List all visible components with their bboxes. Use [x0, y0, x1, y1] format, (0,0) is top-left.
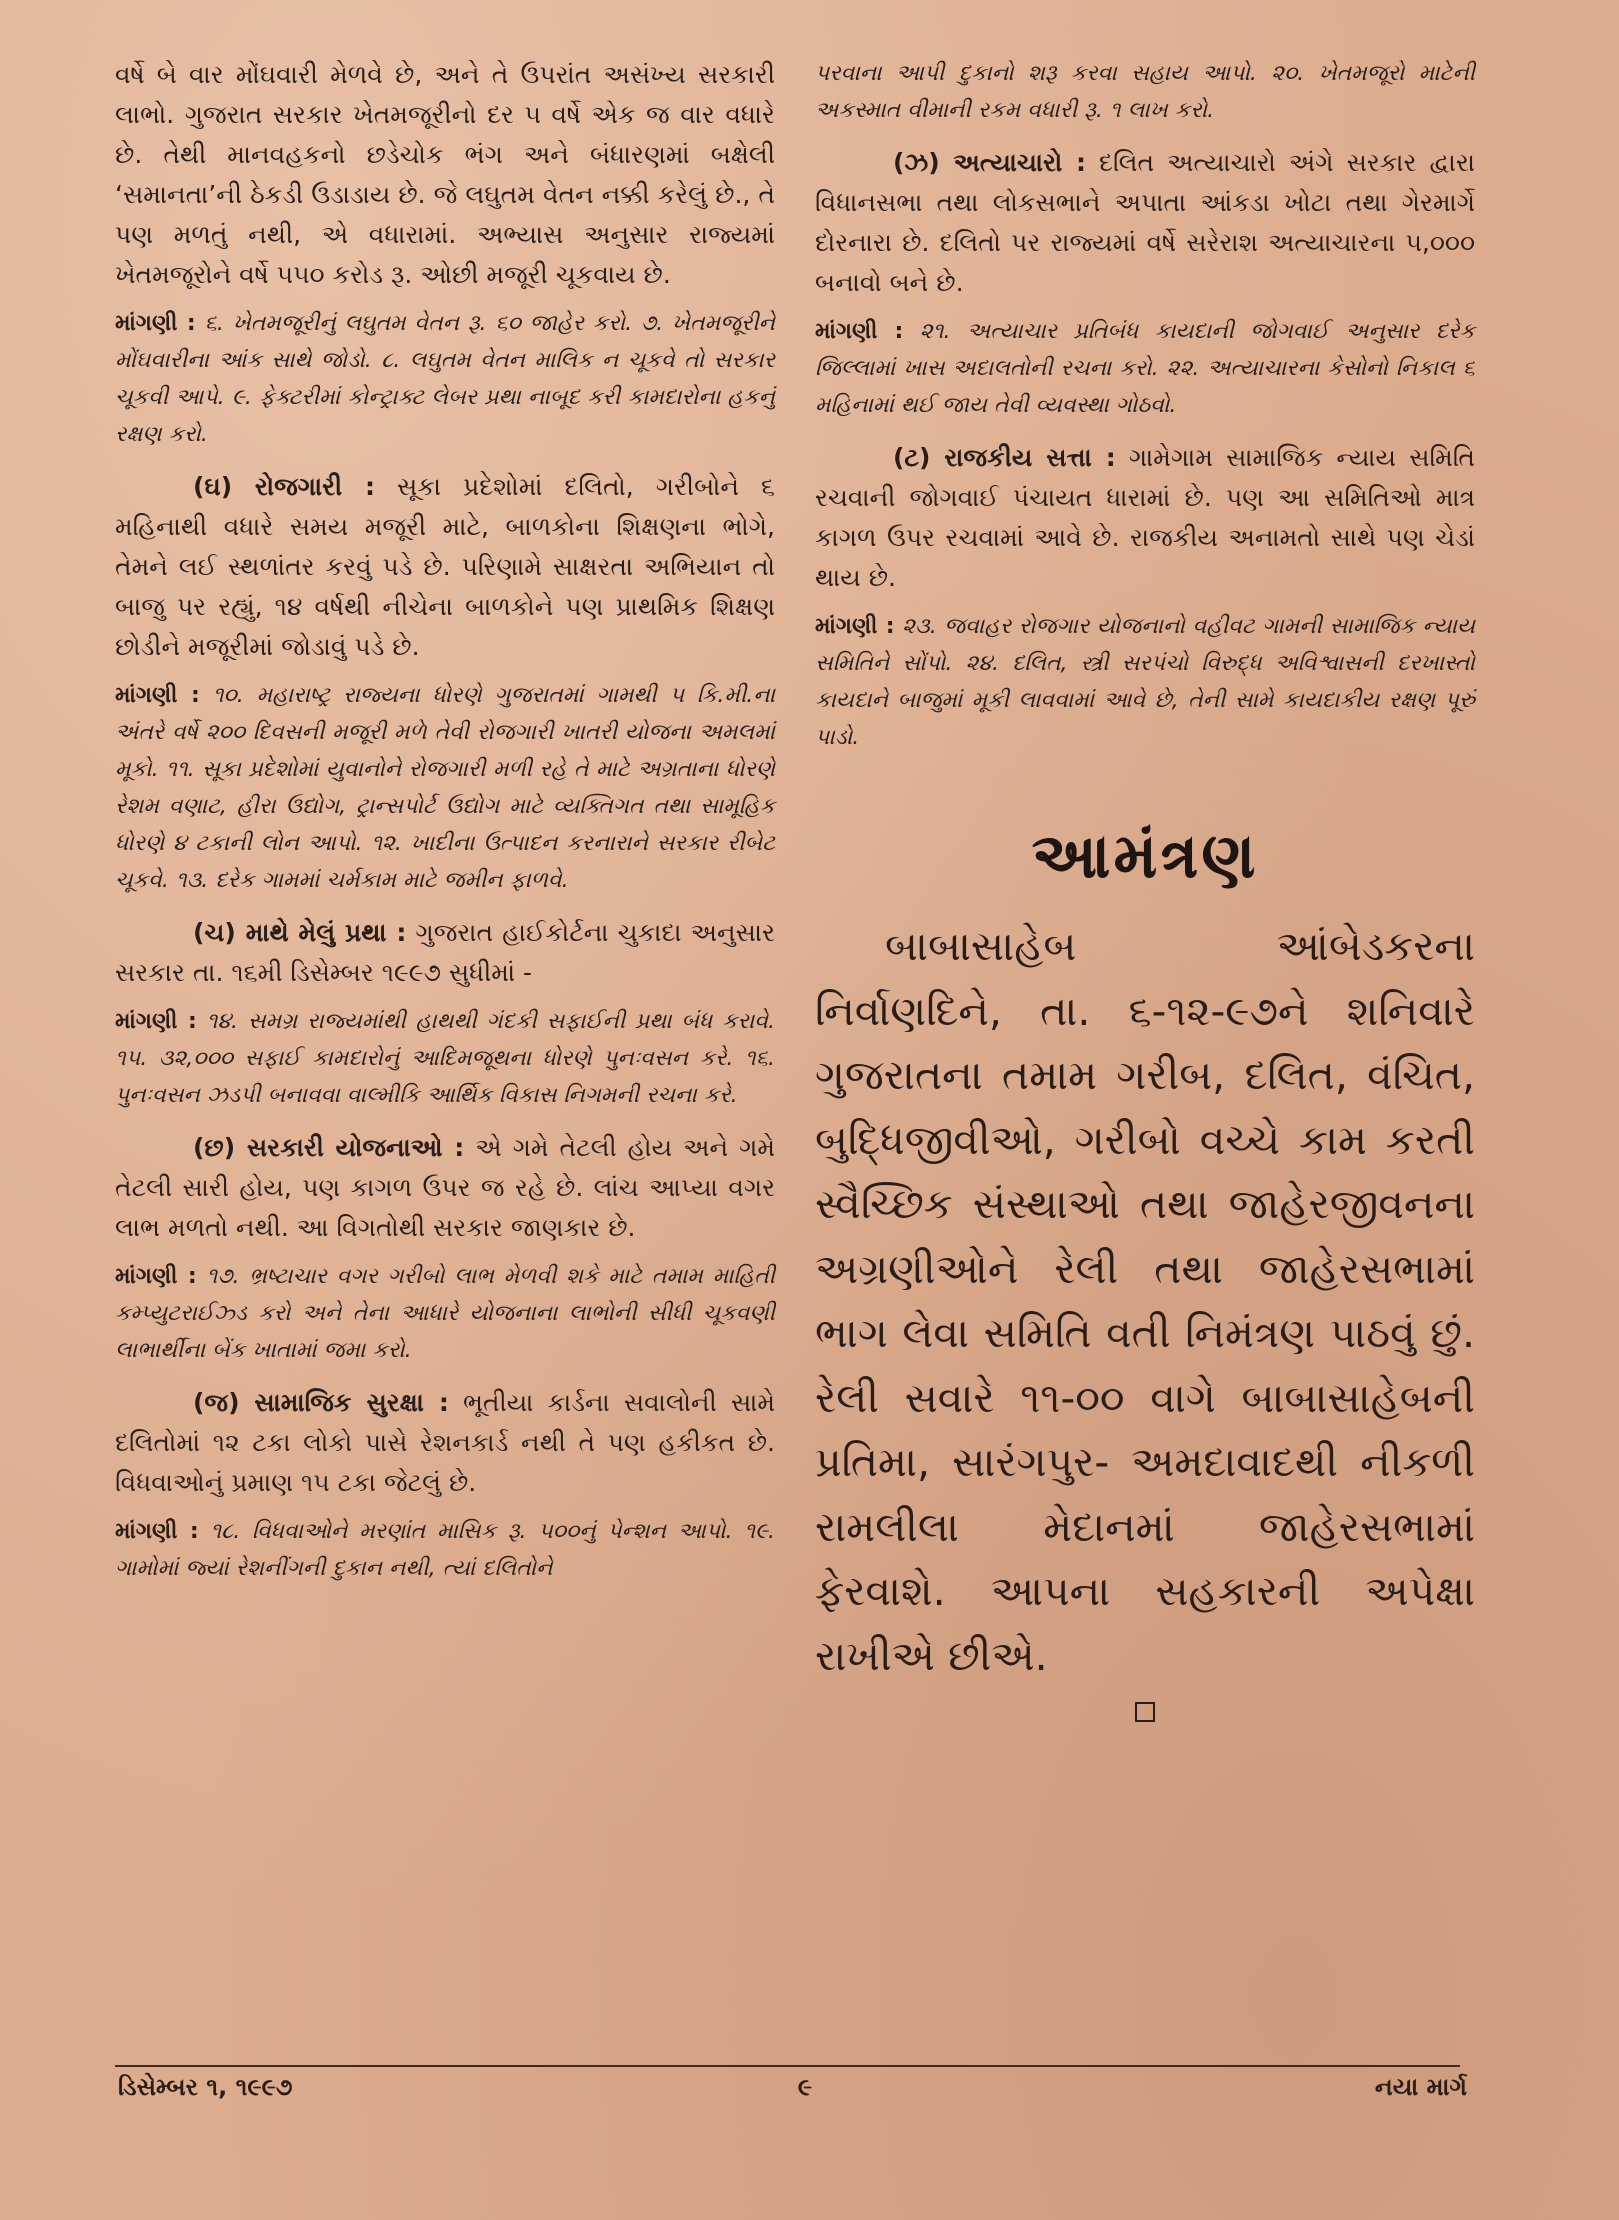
- section-employment: [115, 467, 775, 667]
- section-heading: (છ) સરકારી યોજનાઓ :: [193, 1133, 465, 1162]
- section-heading: (જ) સામાજિક સુરક્ષા :: [193, 1388, 449, 1417]
- demand-continuation: પરવાના આપી દુકાનો શરૂ કરવા સહાય આપો. ૨૦. ખેતમજૂરો માટેની અકસ્માત વીમાની રકમ વધારી રૂ. ૧ લાખ કરો.: [815, 61, 1475, 123]
- demand-text: ૨૧. અત્યાચાર પ્રતિબંધ કાયદાની જોગવાઈ અનુસાર દરેક જિલ્લામાં ખાસ અદાલતોની રચના કરો. ૨૨. અત્યાચારના કેસોનો નિકાલ ૬ મહિનામાં થઈ જાય તેવી વ્યવસ્થા ગોઠવો.: [815, 319, 1475, 418]
- section-political-power: [815, 438, 1475, 598]
- section-social-security: [115, 1383, 775, 1503]
- section-text: સૂકા પ્રદેશોમાં દલિતો, ગરીબોને ૬ મહિનાથી વધારે સમય મજૂરી માટે, બાળકોના શિક્ષણના ભોગે, તેમને લઈ સ્થળાંતર કરવું પડે છે. પરિણામે સાક્ષરતા અભિયાન તો બાજુ પર રહ્યું, ૧૪ વર્ષથી નીચેના બાળકોને પણ પ્રાથમિક શિક્ષણ છોડીને મજૂરીમાં જોડાવું પડે છે.: [115, 472, 776, 661]
- section-text: ગામેગામ સામાજિક ન્યાય સમિતિ રચવાની જોગવાઈ પંચાયત ધારામાં છે. પણ આ સમિતિઓ માત્ર કાગળ ઉપર રચવામાં આવે છે. રાજકીય અનામતો સાથે પણ ચેડાં થાય છે.: [815, 443, 1476, 592]
- paragraph-wages: વર્ષે બે વાર મોંઘવારી મેળવે છે, અને તે ઉપરાંત અસંખ્ય સરકારી લાભો. ગુજરાત સરકાર ખેતમજૂરીનો દર ૫ વર્ષે એક જ વાર વધારે છે. તેથી માનવહકનો છડેચોક ભંગ અને બંધારણમાં બક્ષેલી ‘સમાનતા’ની ઠેકડી ઉડાડાય છે. જે લઘુતમ વેતન નક્કી કરેલું છે., તે પણ મળતું નથી, એ વધારામાં. અભ્યાસ અનુસાર રાજ્યમાં ખેતમજૂરોને વર્ષે ૫૫૦ કરોડ રૂ. ઓછી મજૂરી ચૂકવાય છે.: [115, 60, 775, 289]
- demand-label: માંગણી :: [115, 1264, 197, 1289]
- footer-date: ડિસેમ્બર ૧, ૧૯૯૭: [118, 2073, 293, 2101]
- demand-text: ૧૭. ભ્રષ્ટાચાર વગર ગરીબો લાભ મેળવી શકે માટે તમામ માહિતી કમ્પ્યુટરાઈઝ્ડ કરો અને તેના આધારે યોજનાના લાભોની સીધી ચૂકવણી લાભાર્થીના બેંક ખાતામાં જમા કરો.: [115, 1264, 775, 1363]
- demand-label: માંગણી :: [115, 683, 200, 708]
- demand-label: માંગણી :: [115, 311, 196, 336]
- section-text: દલિત અત્યાચારો અંગે સરકાર દ્વારા વિધાનસભા તથા લોકસભાને અપાતા આંકડા ખોટા તથા ગેરમાર્ગે દોરનારા છે. દલિતો પર રાજ્યમાં વર્ષે સરેરાશ અત્યાચારના ૫,૦૦૦ બનાવો બને છે.: [815, 148, 1475, 297]
- demand-wages: [115, 305, 775, 453]
- demand-political-power: [815, 608, 1475, 756]
- demand-label: માંગણી :: [815, 614, 895, 639]
- demand-scavenging: [115, 1003, 775, 1114]
- section-heading: (ટ) રાજકીય સત્તા :: [893, 443, 1116, 472]
- section-heading: (ચ) માથે મેલું પ્રથા :: [193, 918, 407, 947]
- section-text: ભૂતીયા કાર્ડના સવાલોની સામે દલિતોમાં ૧૨ ટકા લોકો પાસે રેશનકાર્ડ નથી તે પણ હકીકત છે. વિધવાઓનું પ્રમાણ ૧૫ ટકા જેટલું છે.: [115, 1388, 775, 1497]
- section-government-schemes: [115, 1128, 775, 1248]
- demand-label: માંગણી :: [815, 319, 904, 344]
- section-heading: (ઝ) અત્યાચારો :: [893, 148, 1086, 177]
- section-scavenging: [115, 913, 775, 993]
- demand-text: ૨૩. જવાહર રોજગાર યોજનાનો વહીવટ ગામની સામાજિક ન્યાય સમિતિને સોંપો. ૨૪. દલિત, સ્ત્રી સરપંચો વિરુદ્ધ અવિશ્વાસની દરખાસ્તો કાયદાને બાજુમાં મૂકી લાવવામાં આવે છે, તેની સામે કાયદાકીય રક્ષણ પૂરું પાડો.: [815, 614, 1476, 750]
- section-text: એ ગમે તેટલી હોય અને ગમે તેટલી સારી હોય, પણ કાગળ ઉપર જ રહે છે. લાંચ આપ્યા વગર લાભ મળતો નથી. આ વિગતોથી સરકાર જાણકાર છે.: [115, 1133, 775, 1242]
- demand-government-schemes: [115, 1258, 775, 1369]
- page-number: ૯: [797, 2073, 813, 2101]
- demand-text: ૧૪. સમગ્ર રાજ્યમાંથી હાથથી ગંદકી સફાઈની પ્રથા બંધ કરાવે. ૧૫. ૩૨,૦૦૦ સફાઈ કામદારોનું આદિમજૂથના ધોરણે પુનઃવસન કરે. ૧૬. પુનઃવસન ઝડપી બનાવવા વાલ્મીકિ આર્થિક વિકાસ નિગમની રચના કરે.: [115, 1009, 775, 1108]
- demand-text: ૧૦. મહારાષ્ટ્ર રાજ્યના ધોરણે ગુજરાતમાં ગામથી ૫ કિ.મી.ના અંતરે વર્ષે ૨૦૦ દિવસની મજૂરી મળે તેવી રોજગારી ખાતરી યોજના અમલમાં મૂકો. ૧૧. સૂકા પ્રદેશોમાં યુવાનોને રોજગારી મળી રહે તે માટે અગ્રતાના ધોરણે રેશમ વણાટ, હીરા ઉદ્યોગ, ટ્રાન્સપોર્ટ ઉદ્યોગ માટે વ્યક્તિગત તથા સામૂહિક ધોરણે ૪ ટકાની લોન આપો. ૧૨. ખાદીના ઉત્પાદન કરનારાને સરકાર રીબેટ ચૂકવે. ૧૩. દરેક ગામમાં ચર્મકામ માટે જમીન ફાળવે.: [115, 683, 776, 893]
- demand-atrocities: [815, 313, 1475, 424]
- left-column: [115, 55, 775, 1601]
- section-atrocities: [815, 143, 1475, 303]
- section-heading: (ઘ) રોજગારી :: [193, 472, 375, 501]
- invitation-box: [815, 816, 1475, 1722]
- invitation-title: આમંત્રણ: [1031, 819, 1259, 892]
- demand-social-security: [115, 1513, 775, 1587]
- demand-text: ૬. ખેતમજૂરીનું લઘુતમ વેતન રૂ. ૬૦ જાહેર કરો. ૭. ખેતમજૂરીને મોંઘવારીના આંક સાથે જોડો. ૮. લઘુતમ વેતન માલિક ન ચૂકવે તો સરકાર ચૂકવી આપે. ૯. ફેક્ટરીમાં કોન્ટ્રાક્ટ લેબર પ્રથા નાબૂદ કરી કામદારોના હકનું રક્ષણ કરો.: [115, 311, 776, 447]
- section-text: ગુજરાત હાઈકોર્ટના ચુકાદા અનુસાર સરકાર તા. ૧૬મી ડિસેમ્બર ૧૯૯૭ સુધીમાં -: [115, 918, 775, 987]
- demand-label: માંગણી :: [115, 1009, 197, 1034]
- right-column: [815, 55, 1475, 1722]
- demand-text: ૧૮. વિધવાઓને મરણાંત માસિક રૂ. ૫૦૦નું પેન્શન આપો. ૧૯. ગામોમાં જ્યાં રેશનીંગની દુકાન નથી, ત્યાં દલિતોને: [115, 1519, 775, 1581]
- demand-label: માંગણી :: [115, 1519, 199, 1544]
- footer-divider: [115, 2065, 1460, 2067]
- demand-employment: [115, 677, 775, 899]
- publication-name: નયા માર્ગ: [1374, 2073, 1467, 2101]
- invitation-body: બાબાસાહેબ આંબેડકરના નિર્વાણદિને, તા. ૬-૧૨-૯૭ને શનિવારે ગુજરાતના તમામ ગરીબ, દલિત, વંચિત, બુદ્ધિજીવીઓ, ગરીબો વચ્ચે કામ કરતી સ્વૈચ્છિક સંસ્થાઓ તથા જાહેરજીવનના અગ્રણીઓને રેલી તથા જાહેરસભામાં ભાગ લેવા સમિતિ વતી નિમંત્રણ પાઠવું છું. રેલી સવારે ૧૧-૦૦ વાગે બાબાસાહેબની પ્રતિમા, સારંગપુર- અમદાવાદથી નીકળી રામલીલા મેદાનમાં જાહેરસભામાં ફેરવાશે. આપના સહકારની અપેક્ષા રાખીએ છીએ.: [815, 922, 1475, 1680]
- end-mark-icon: [1135, 1702, 1155, 1722]
